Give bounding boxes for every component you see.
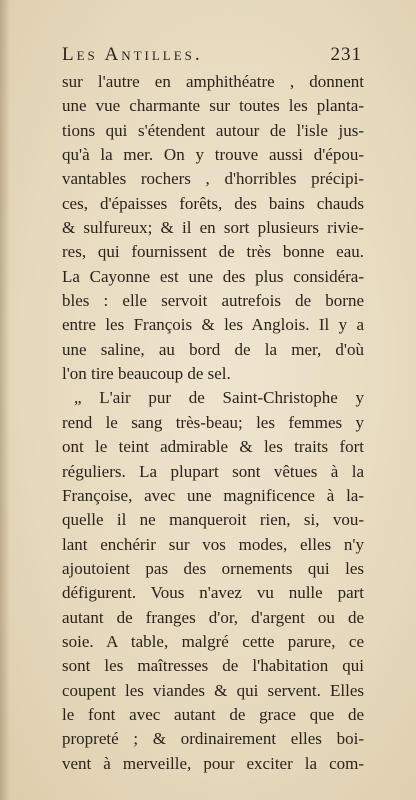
text-line: entre les François & les Anglois. Il y a <box>62 315 364 335</box>
text-line: défigurent. Vous n'avez vu nulle part <box>62 583 364 603</box>
text-line: soie. A table, malgré cette parure, ce <box>62 631 364 651</box>
text-line: réguliers. La plupart sont vêtues à la <box>62 461 364 481</box>
text-line: quelle il ne manqueroit rien, si, vou- <box>62 510 364 530</box>
text-line: Françoise, avec une magnificence à la- <box>62 485 364 505</box>
text-line: „ L'air pur de Saint-Christophe y <box>74 388 364 408</box>
text-line: rend le sang très-beau; les femmes y <box>62 412 364 432</box>
text-line: l'on tire beaucoup de sel. <box>62 364 231 384</box>
text-line: ont le teint admirable & les traits fort <box>62 437 364 457</box>
text-line: sont les maîtresses de l'habitation qui <box>62 656 364 676</box>
text-line: sur l'autre en amphithéatre , donnent <box>62 72 364 91</box>
text-line: propreté ; & ordinairement elles boi- <box>62 729 364 749</box>
text-line: ces, d'épaisses forêts, des bains chauds <box>62 193 364 213</box>
text-line: une vue charmante sur toutes les planta- <box>62 96 364 116</box>
text-line: vent à merveille, pour exciter la com- <box>62 753 364 773</box>
text-line: vantables rochers , d'horribles précipi- <box>62 169 364 189</box>
text-line: ajoutoient pas des ornements qui les <box>62 558 364 578</box>
text-line: & sulfureux; & il en sort plusieurs rivie- <box>62 218 364 238</box>
text-line: coupent les viandes & qui servent. Elles <box>62 680 364 700</box>
running-title: Les Antilles. <box>62 44 203 65</box>
text-line: lant enchérir sur vos modes, elles n'y <box>62 534 364 554</box>
page-number: 231 <box>330 44 362 65</box>
text-line: bles : elle servoit autrefois de borne <box>62 291 364 311</box>
running-head <box>62 44 362 68</box>
text-line: le font avec autant de grace que de <box>62 704 364 724</box>
text-line: La Cayonne est une des plus considéra- <box>62 266 364 286</box>
text-line: tions qui s'étendent autour de l'isle jus- <box>62 120 364 140</box>
text-line: autant de franges d'or, d'argent ou de <box>62 607 364 627</box>
text-line: une saline, au bord de la mer, d'où <box>62 339 364 359</box>
body-text <box>62 70 364 776</box>
text-line: qu'à la mer. On y trouve aussi d'épou- <box>62 145 364 165</box>
text-line: res, qui fournissent de très bonne eau. <box>62 242 364 262</box>
